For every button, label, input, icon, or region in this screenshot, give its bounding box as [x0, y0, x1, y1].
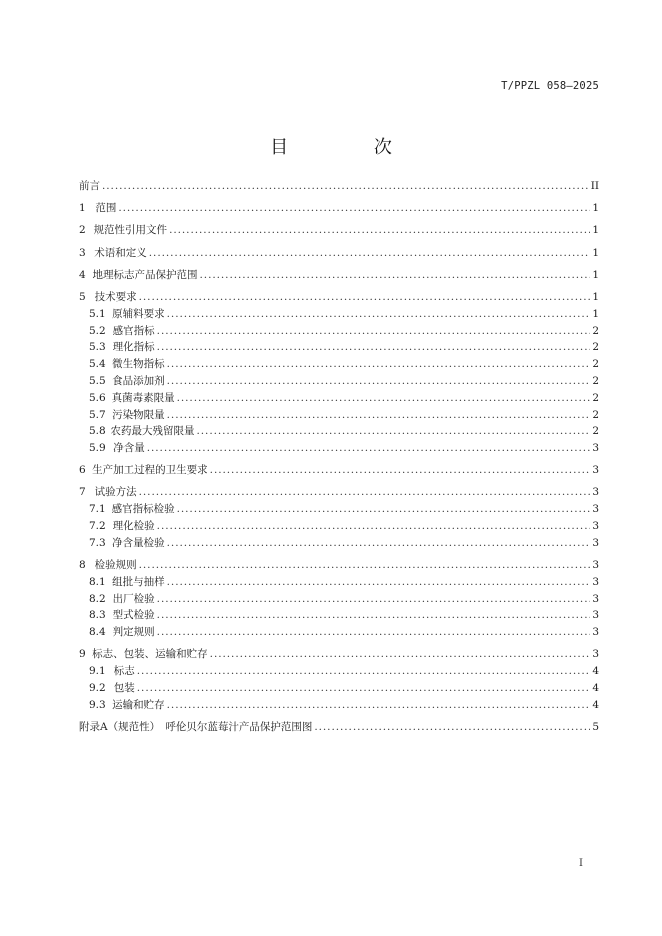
toc-entry-number: 8.1	[89, 575, 106, 588]
toc-entry-page: 3	[592, 575, 599, 588]
toc-leader-dots	[197, 425, 591, 437]
toc-entry-number: 7	[79, 486, 86, 499]
toc-entry-page: 3	[592, 486, 599, 499]
toc-entry-number: 9.1	[89, 665, 106, 678]
toc-entry[interactable]	[79, 356, 599, 373]
toc-entry-number: 7.3	[89, 536, 106, 549]
toc-entry-title: 试验方法	[94, 486, 137, 499]
toc-entry[interactable]	[79, 373, 599, 390]
toc-entry-page: 3	[592, 648, 599, 661]
toc-entry-number: 5.4	[89, 358, 106, 371]
toc-entry[interactable]	[79, 680, 599, 697]
toc-entry-title: 附录A（规范性） 呼伦贝尔蓝莓汁产品保护范围图	[79, 721, 313, 734]
toc-entry-page: 1	[592, 202, 599, 215]
toc-entry-title: 地理标志产品保护范围	[92, 268, 198, 281]
toc-entry-title: 规范性引用文件	[93, 224, 168, 237]
toc-leader-dots	[167, 409, 591, 421]
toc-leader-dots	[200, 269, 591, 281]
toc-entry-number: 7.2	[89, 520, 106, 533]
toc-entry-number: 5.1	[89, 307, 106, 320]
toc-entry[interactable]	[79, 245, 599, 262]
toc-entry-page: 2	[592, 425, 599, 438]
toc-entry-page: 2	[592, 324, 599, 337]
toc-entry-title: 原辅料要求	[112, 307, 165, 320]
toc-entry-title: 组批与抽样	[112, 575, 165, 588]
toc-entry-page: 2	[592, 374, 599, 387]
toc-entry-number: 4	[79, 268, 86, 281]
toc-entry-title: 感官指标	[112, 324, 155, 337]
toc-entry-page: 1	[592, 307, 599, 320]
toc-entry-number: 9.2	[89, 682, 106, 695]
toc-entry-title: 包装	[113, 682, 135, 695]
toc-entry-title: 净含量检验	[112, 536, 165, 549]
toc-entry[interactable]	[79, 440, 599, 457]
toc-entry-page: 2	[592, 391, 599, 404]
toc-entry-title: 标志	[113, 665, 135, 678]
toc-entry-number: 5.2	[89, 324, 106, 337]
toc-entry-number: 8.2	[89, 592, 106, 605]
toc-entry-number: 8	[79, 559, 86, 572]
toc-entry-number: 5.5	[89, 374, 106, 387]
toc-entry-title: 农药最大残留限量	[110, 425, 195, 438]
toc-entry[interactable]	[79, 518, 599, 535]
toc-leader-dots	[167, 358, 591, 370]
toc-entry-page: 1	[592, 224, 599, 237]
toc-entry-title: 理化指标	[112, 341, 155, 354]
toc-entry-page: 4	[592, 698, 599, 711]
toc-entry-number: 5.9	[89, 442, 106, 455]
toc-leader-dots	[157, 341, 591, 353]
toc-entry-title: 出厂检验	[112, 592, 155, 605]
toc-entry-title: 生产加工过程的卫生要求	[92, 464, 208, 477]
toc-entry-title: 术语和定义	[94, 246, 147, 259]
toc-entry-title: 技术要求	[94, 290, 137, 303]
toc-entry-title: 型式检验	[112, 609, 155, 622]
toc-leader-dots	[177, 503, 591, 515]
toc-entry-number: 2	[79, 224, 86, 237]
toc-entry-title: 检验规则	[94, 559, 137, 572]
toc-entry-page: 2	[592, 408, 599, 421]
toc-entry-title: 范围	[95, 202, 117, 215]
toc-entry-page: 3	[592, 464, 599, 477]
toc-entry[interactable]	[79, 574, 599, 591]
toc-leader-dots	[157, 609, 591, 621]
toc-leader-dots	[167, 375, 591, 387]
toc-leader-dots	[147, 442, 591, 454]
toc-entry-title: 理化检验	[112, 520, 155, 533]
toc-entry-title: 标志、包装、运输和贮存	[92, 648, 208, 661]
toc-entry-title: 前言	[79, 180, 100, 192]
toc-entry[interactable]	[79, 423, 599, 440]
toc-entry[interactable]	[79, 339, 599, 356]
toc-leader-dots	[167, 576, 591, 588]
toc-entry-number: 5.7	[89, 408, 106, 421]
toc-entry[interactable]	[79, 407, 599, 424]
toc-leader-dots	[102, 180, 589, 192]
toc-entry-number: 1	[79, 202, 86, 215]
toc-entry[interactable]	[79, 663, 599, 680]
toc-leader-dots	[210, 464, 591, 476]
toc-leader-dots	[169, 224, 590, 236]
toc-entry[interactable]	[79, 501, 599, 518]
toc-entry-title: 净含量	[113, 442, 145, 455]
toc-entry-number: 5.8	[89, 425, 106, 438]
toc-entry-number: 7.1	[89, 503, 106, 516]
toc-leader-dots	[177, 392, 591, 404]
toc-leader-dots	[139, 486, 591, 498]
toc-entry[interactable]	[79, 200, 599, 217]
toc-entry[interactable]	[79, 535, 599, 552]
toc-entry-page: 1	[592, 290, 599, 303]
toc-entry-title: 污染物限量	[112, 408, 165, 421]
toc-entry-page: 3	[592, 626, 599, 639]
toc-entry-page: 3	[592, 503, 599, 516]
toc-entry-title: 微生物指标	[112, 358, 165, 371]
standard-code: T/PPZL 058—2025	[501, 80, 599, 92]
toc-leader-dots	[157, 520, 591, 532]
toc-entry-title: 判定规则	[112, 626, 155, 639]
toc-leader-dots	[167, 699, 591, 711]
toc-entry-number: 9.3	[89, 698, 106, 711]
toc-entry[interactable]	[79, 591, 599, 608]
toc-entry-page: 3	[592, 592, 599, 605]
toc-entry-page: 5	[592, 721, 599, 734]
toc-entry-page: 3	[592, 536, 599, 549]
toc-entry-title: 食品添加剂	[112, 374, 165, 387]
toc-leader-dots	[167, 308, 591, 320]
toc-entry[interactable]	[79, 607, 599, 624]
toc-entry[interactable]	[79, 462, 599, 479]
toc-leader-dots	[314, 721, 590, 733]
toc-entry[interactable]	[79, 484, 599, 501]
toc-entry-number: 3	[79, 246, 86, 259]
toc-entry[interactable]	[79, 697, 599, 714]
toc-leader-dots	[139, 291, 591, 303]
toc-entry-page: 3	[592, 442, 599, 455]
toc-leader-dots	[149, 247, 591, 259]
toc-entry-number: 5.3	[89, 341, 106, 354]
toc-entry-number: 9	[79, 648, 86, 661]
toc-leader-dots	[167, 537, 591, 549]
toc-leader-dots	[137, 665, 591, 677]
toc-entry-title: 运输和贮存	[112, 698, 165, 711]
toc-leader-dots	[157, 626, 591, 638]
toc-entry[interactable]	[79, 267, 599, 284]
toc-entry[interactable]	[79, 557, 599, 574]
toc-entry-page: II	[590, 180, 599, 192]
toc-entry-number: 5	[79, 290, 86, 303]
toc-entry-page: 1	[592, 246, 599, 259]
toc-entry[interactable]	[79, 222, 599, 239]
toc-entry-title: 感官指标检验	[111, 503, 175, 516]
toc-leader-dots	[139, 559, 591, 571]
toc-entry-page: 2	[592, 341, 599, 354]
toc-entry[interactable]	[79, 306, 599, 323]
toc-title: 目 次	[270, 137, 432, 158]
toc-entry-title: 真菌毒素限量	[111, 391, 175, 404]
toc-entry[interactable]	[79, 178, 599, 195]
toc-entry-number: 6	[79, 464, 86, 477]
toc-entry[interactable]	[79, 646, 599, 663]
toc-leader-dots	[137, 682, 591, 694]
toc-entry-page: 3	[592, 559, 599, 572]
toc-entry[interactable]	[79, 390, 599, 407]
toc-leader-dots	[157, 325, 591, 337]
toc-entry-page: 1	[592, 268, 599, 281]
toc-entry[interactable]	[79, 323, 599, 340]
toc-entry-page: 3	[592, 609, 599, 622]
table-of-contents	[79, 178, 599, 736]
toc-entry-number: 8.3	[89, 609, 106, 622]
toc-entry-number: 5.6	[89, 391, 106, 404]
toc-leader-dots	[118, 202, 590, 214]
toc-entry[interactable]	[79, 624, 599, 641]
toc-entry[interactable]	[79, 289, 599, 306]
toc-entry-page: 3	[592, 520, 599, 533]
toc-entry-page: 4	[592, 665, 599, 678]
toc-entry-page: 4	[592, 682, 599, 695]
toc-entry[interactable]	[79, 719, 599, 736]
toc-entry-page: 2	[592, 358, 599, 371]
toc-leader-dots	[157, 593, 591, 605]
toc-leader-dots	[210, 648, 591, 660]
page-number: I	[579, 858, 583, 869]
toc-entry-number: 8.4	[89, 626, 106, 639]
